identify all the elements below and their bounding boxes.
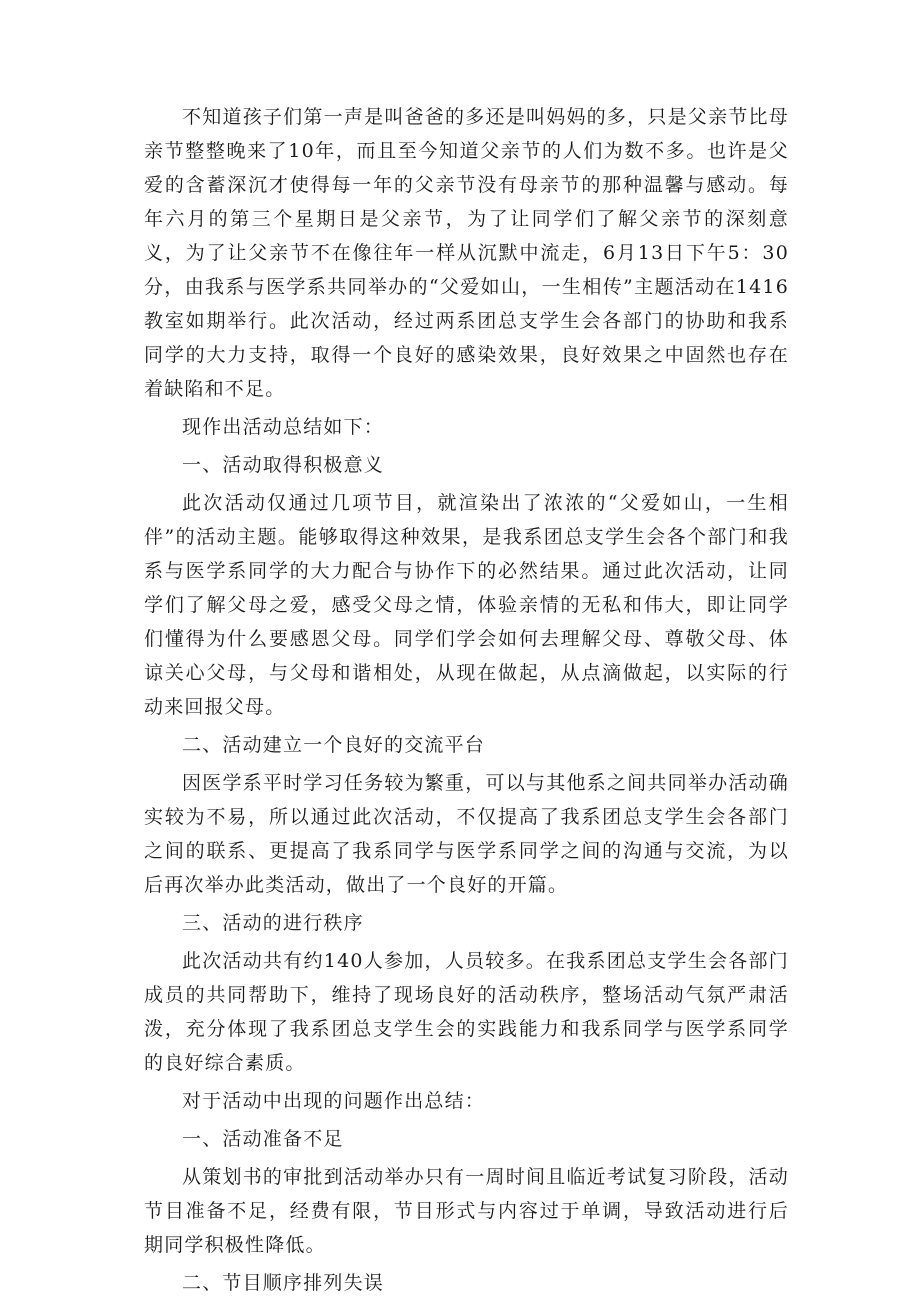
problems-lead: 对于活动中出现的问题作出总结： [182,1090,486,1112]
section-heading-3: 三、活动的进行秩序 [182,912,364,934]
problem-paragraph-1: 从策划书的审批到活动举办只有一周时间且临近考试复习阶段，活动节目准备不足，经费有限，节目形式与内容过于单调，导致活动进行后期同学积极性降低。 [144,1166,789,1256]
section-paragraph-1: 此次活动仅通过几项节目，就渲染出了浓浓的“父爱如山，一生相伴”的活动主题。能够取得这种效果，是我系团总支学生会各个部门和我系与医学系同学的大力配合与协作下的必然结果。通过此次活动，让同学们了解父母之爱，感受父母之情，体验亲情的无私和伟大，即让同学们懂得为什么要感恩父母。同学们学会如何去理解父母、尊敬父母、体谅关心父母，与父母和谐相处，从现在做起，从点滴做起，以实际的行动来回报父母。 [144,492,789,718]
problem-heading-1: 一、活动准备不足 [182,1128,344,1150]
section-paragraph-3: 此次活动共有约140人参加，人员较多。在我系团总支学生会各部门成员的共同帮助下，维持了现场良好的活动秩序，整场活动气氛严肃活泼，充分体现了我系团总支学生会的实践能力和我系同学与医学系同学的良好综合素质。 [144,950,789,1074]
problem-heading-2: 二、节目顺序排列失误 [182,1272,385,1294]
intro-paragraph: 不知道孩子们第一声是叫爸爸的多还是叫妈妈的多，只是父亲节比母亲节整整晚来了10年，而且至今知道父亲节的人们为数不多。也许是父爱的含蓄深沉才使得每一年的父亲节没有母亲节的那种温馨与感动。每年六月的第三个星期日是父亲节，为了让同学们了解父亲节的深刻意义，为了让父亲节不在像往年一样从沉默中流走，6月13日下午5：30分，由我系与医学系共同举办的“父爱如山，一生相传”主题活动在1416教室如期举行。此次活动，经过两系团总支学生会各部门的协助和我系同学的大力支持，取得一个良好的感染效果，良好效果之中固然也存在着缺陷和不足。 [144,106,789,400]
section-heading-1: 一、活动取得积极意义 [182,454,385,476]
section-heading-2: 二、活动建立一个良好的交流平台 [182,734,486,756]
summary-lead: 现作出活动总结如下： [182,416,385,438]
section-paragraph-2: 因医学系平时学习任务较为繁重，可以与其他系之间共同举办活动确实较为不易，所以通过此次活动，不仅提高了我系团总支学生会各部门之间的联系、更提高了我系同学与医学系同学之间的沟通与交流，为以后再次举办此类活动，做出了一个良好的开篇。 [144,772,789,896]
document-body [144,100,789,1300]
